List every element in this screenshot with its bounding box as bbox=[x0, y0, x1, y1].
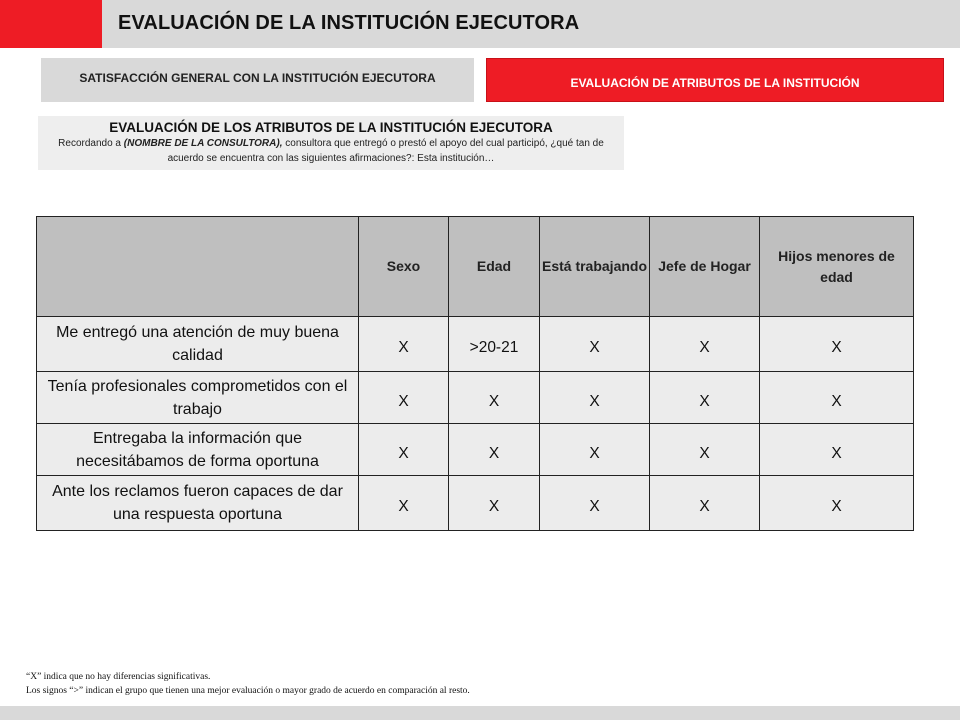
cell-value: X bbox=[488, 392, 500, 410]
table-row bbox=[37, 476, 914, 531]
cell-value: >20-21 bbox=[469, 339, 519, 356]
cell-value: X bbox=[699, 444, 710, 462]
cell-edad bbox=[449, 424, 540, 476]
tab-evaluacion-atributos[interactable] bbox=[486, 58, 944, 102]
description-title: EVALUACIÓN DE LOS ATRIBUTOS DE LA INSTITUCIÓN EJECUTORA bbox=[109, 120, 553, 135]
cell-value: X bbox=[398, 392, 409, 410]
cell-sexo bbox=[359, 317, 449, 372]
cell-value: X bbox=[398, 339, 409, 356]
description-text-prefix: Recordando a bbox=[58, 138, 124, 149]
cell-value: X bbox=[831, 498, 842, 515]
cell-jefe-de-hogar bbox=[650, 476, 760, 531]
row-label: Me entregó una atención de muy buena calidad bbox=[37, 317, 359, 372]
cell-esta-trabajando bbox=[540, 424, 650, 476]
table-row bbox=[37, 372, 914, 424]
cell-value: X bbox=[398, 444, 409, 462]
description-text-suffix: consultora que entregó o prestó el apoyo del cual participó, ¿qué tan de acuerdo se encuentra con las siguientes afirmaciones?: Esta institución… bbox=[167, 138, 604, 164]
footnote-block bbox=[26, 670, 470, 698]
cell-value: X bbox=[699, 498, 710, 515]
cell-hijos-menores bbox=[760, 372, 914, 424]
cell-esta-trabajando bbox=[540, 372, 650, 424]
table-row bbox=[37, 424, 914, 476]
cell-jefe-de-hogar bbox=[650, 424, 760, 476]
bottom-bar bbox=[0, 706, 960, 720]
table-row bbox=[37, 317, 914, 372]
cell-value: X bbox=[699, 392, 710, 410]
cell-value: X bbox=[831, 339, 842, 356]
cell-esta-trabajando bbox=[540, 317, 650, 372]
cell-value: X bbox=[589, 339, 600, 356]
cell-value: X bbox=[589, 444, 600, 462]
cell-value: X bbox=[699, 339, 710, 356]
cell-sexo bbox=[359, 476, 449, 531]
cell-value: X bbox=[589, 498, 600, 515]
table-header-blank bbox=[37, 217, 359, 317]
results-table bbox=[36, 216, 914, 531]
table-header-sexo: Sexo bbox=[359, 217, 449, 317]
question-description-box bbox=[38, 116, 624, 170]
table-header-row bbox=[37, 217, 914, 317]
cell-value: X bbox=[831, 444, 842, 462]
cell-jefe-de-hogar bbox=[650, 317, 760, 372]
cell-jefe-de-hogar bbox=[650, 372, 760, 424]
tab-label: SATISFACCIÓN GENERAL CON LA INSTITUCIÓN EJECUTORA bbox=[79, 71, 436, 85]
cell-value: X bbox=[488, 444, 500, 462]
brand-accent-block bbox=[0, 0, 102, 48]
cell-edad bbox=[449, 476, 540, 531]
cell-edad bbox=[449, 372, 540, 424]
page-title: EVALUACIÓN DE LA INSTITUCIÓN EJECUTORA bbox=[118, 12, 580, 34]
cell-value: X bbox=[589, 392, 600, 410]
tab-label: EVALUACIÓN DE ATRIBUTOS DE LA INSTITUCIÓN bbox=[570, 76, 860, 90]
cell-value: X bbox=[488, 498, 500, 515]
footnote-line: Los signos “>” indican el grupo que tienen una mejor evaluación o mayor grado de acuerdo en comparación al resto. bbox=[26, 686, 470, 696]
table-header-jefe-de-hogar: Jefe de Hogar bbox=[650, 217, 760, 317]
cell-sexo bbox=[359, 372, 449, 424]
cell-hijos-menores bbox=[760, 424, 914, 476]
cell-sexo bbox=[359, 424, 449, 476]
cell-hijos-menores bbox=[760, 476, 914, 531]
table-header-hijos-menores: Hijos menores de edad bbox=[760, 217, 914, 317]
footnote-line: “X” indica que no hay diferencias significativas. bbox=[26, 672, 211, 682]
cell-value: X bbox=[831, 392, 842, 410]
tab-satisfaccion-general[interactable] bbox=[41, 58, 474, 102]
row-label: Tenía profesionales comprometidos con el trabajo bbox=[37, 372, 359, 424]
cell-edad bbox=[449, 317, 540, 372]
row-label: Entregaba la información que necesitábamos de forma oportuna bbox=[37, 424, 359, 476]
table-header-edad: Edad bbox=[449, 217, 540, 317]
cell-esta-trabajando bbox=[540, 476, 650, 531]
cell-value: X bbox=[398, 498, 409, 515]
description-text-bold: (NOMBRE DE LA CONSULTORA), bbox=[123, 138, 283, 149]
cell-hijos-menores bbox=[760, 317, 914, 372]
row-label: Ante los reclamos fueron capaces de dar una respuesta oportuna bbox=[37, 476, 359, 531]
top-header-bar bbox=[0, 0, 960, 48]
table-header-esta-trabajando: Está trabajando bbox=[540, 217, 650, 317]
description-text bbox=[38, 136, 624, 166]
